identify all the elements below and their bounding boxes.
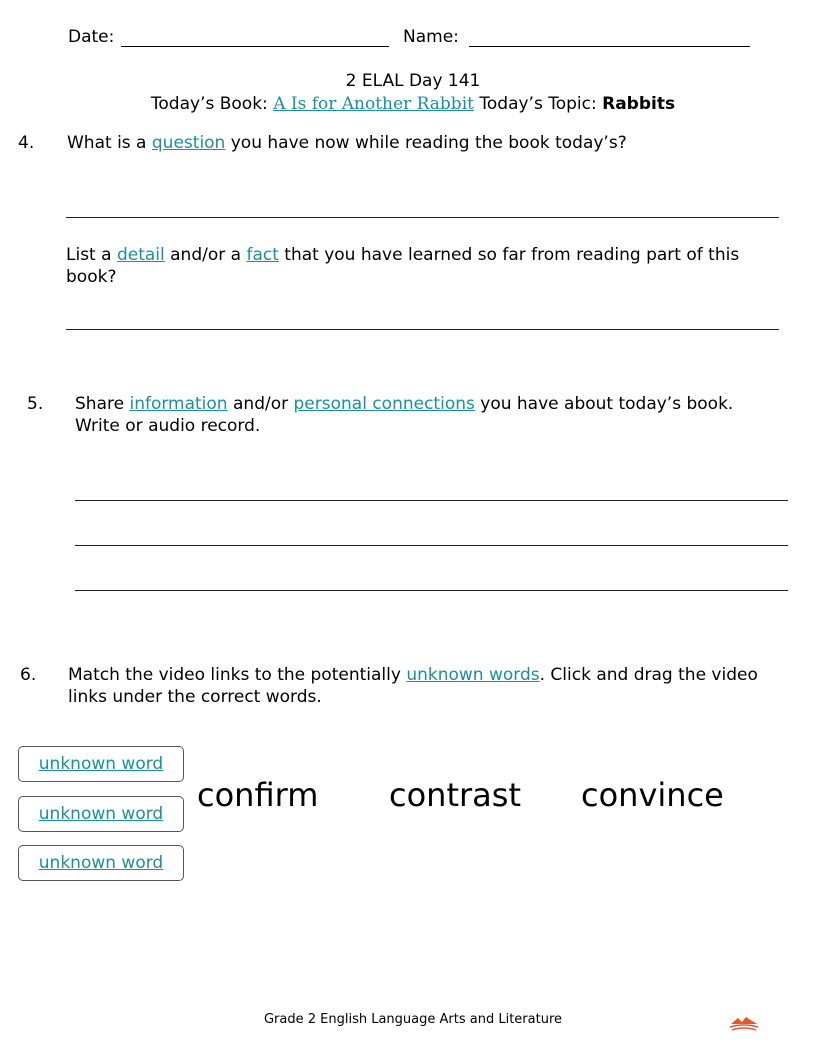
unknown-words-link[interactable]: unknown words [406, 665, 540, 685]
unknown-word-link-3[interactable]: unknown word [38, 853, 164, 873]
q4-part2-before: List a [66, 245, 112, 265]
q4-part2-prompt [66, 244, 739, 266]
draggable-unknown-word-3[interactable] [18, 845, 184, 881]
detail-link[interactable]: detail [116, 245, 165, 265]
q4-number: 4. [18, 133, 35, 153]
name-label: Name: [403, 27, 459, 47]
page-title: 2 ELAL Day 141 [345, 71, 481, 91]
q6-number: 6. [20, 665, 37, 685]
draggable-unknown-word-2[interactable] [18, 796, 184, 832]
q5-answer-line-3[interactable] [75, 590, 788, 591]
unknown-word-link-2[interactable]: unknown word [38, 804, 164, 824]
unknown-word-link-1[interactable]: unknown word [38, 754, 164, 774]
q4-text-before: What is a [67, 133, 147, 153]
footer-text: Grade 2 English Language Arts and Literature [263, 1012, 563, 1027]
fact-link[interactable]: fact [246, 245, 279, 265]
q5-prompt [75, 393, 733, 415]
q6-text-after: . Click and drag the video [539, 665, 758, 685]
target-word-confirm: confirm [197, 776, 319, 814]
q5-text-mid: and/or [233, 394, 289, 414]
book-prefix: Today’s Book: [150, 94, 268, 114]
q4-part2-after: that you have learned so far from reading part of this [284, 245, 740, 265]
q5-text-before: Share [75, 394, 125, 414]
q5-answer-line-2[interactable] [75, 545, 788, 546]
q4-answer-line-2[interactable] [66, 329, 779, 330]
draggable-unknown-word-1[interactable] [18, 746, 184, 782]
q5-line2: Write or audio record. [75, 416, 261, 436]
date-label: Date: [68, 27, 115, 47]
mountain-logo-icon [729, 1014, 759, 1032]
q5-answer-line-1[interactable] [75, 500, 788, 501]
question-link[interactable]: question [151, 133, 226, 153]
personal-connections-link[interactable]: personal connections [293, 394, 475, 414]
q5-number: 5. [27, 394, 44, 414]
date-blank[interactable] [121, 46, 389, 47]
q5-text-after: you have about today’s book. [480, 394, 734, 414]
q6-text-before: Match the video links to the potentially [68, 665, 401, 685]
information-link[interactable]: information [129, 394, 228, 414]
topic-value: Rabbits [602, 94, 676, 114]
q4-answer-line-1[interactable] [66, 217, 779, 218]
target-word-contrast: contrast [389, 776, 521, 814]
name-blank[interactable] [469, 46, 750, 47]
book-topic-line [0, 93, 816, 115]
q4-part2-line2: book? [66, 267, 117, 287]
book-title-link[interactable]: A Is for Another Rabbit [273, 94, 474, 114]
topic-prefix: Today’s Topic: [479, 94, 597, 114]
q4-part2-mid: and/or a [170, 245, 242, 265]
q6-prompt [68, 664, 758, 686]
q4-text-after: you have now while reading the book today’s? [230, 133, 627, 153]
q4-prompt [67, 132, 627, 154]
target-word-convince: convince [581, 776, 724, 814]
q6-line2: links under the correct words. [68, 687, 322, 707]
